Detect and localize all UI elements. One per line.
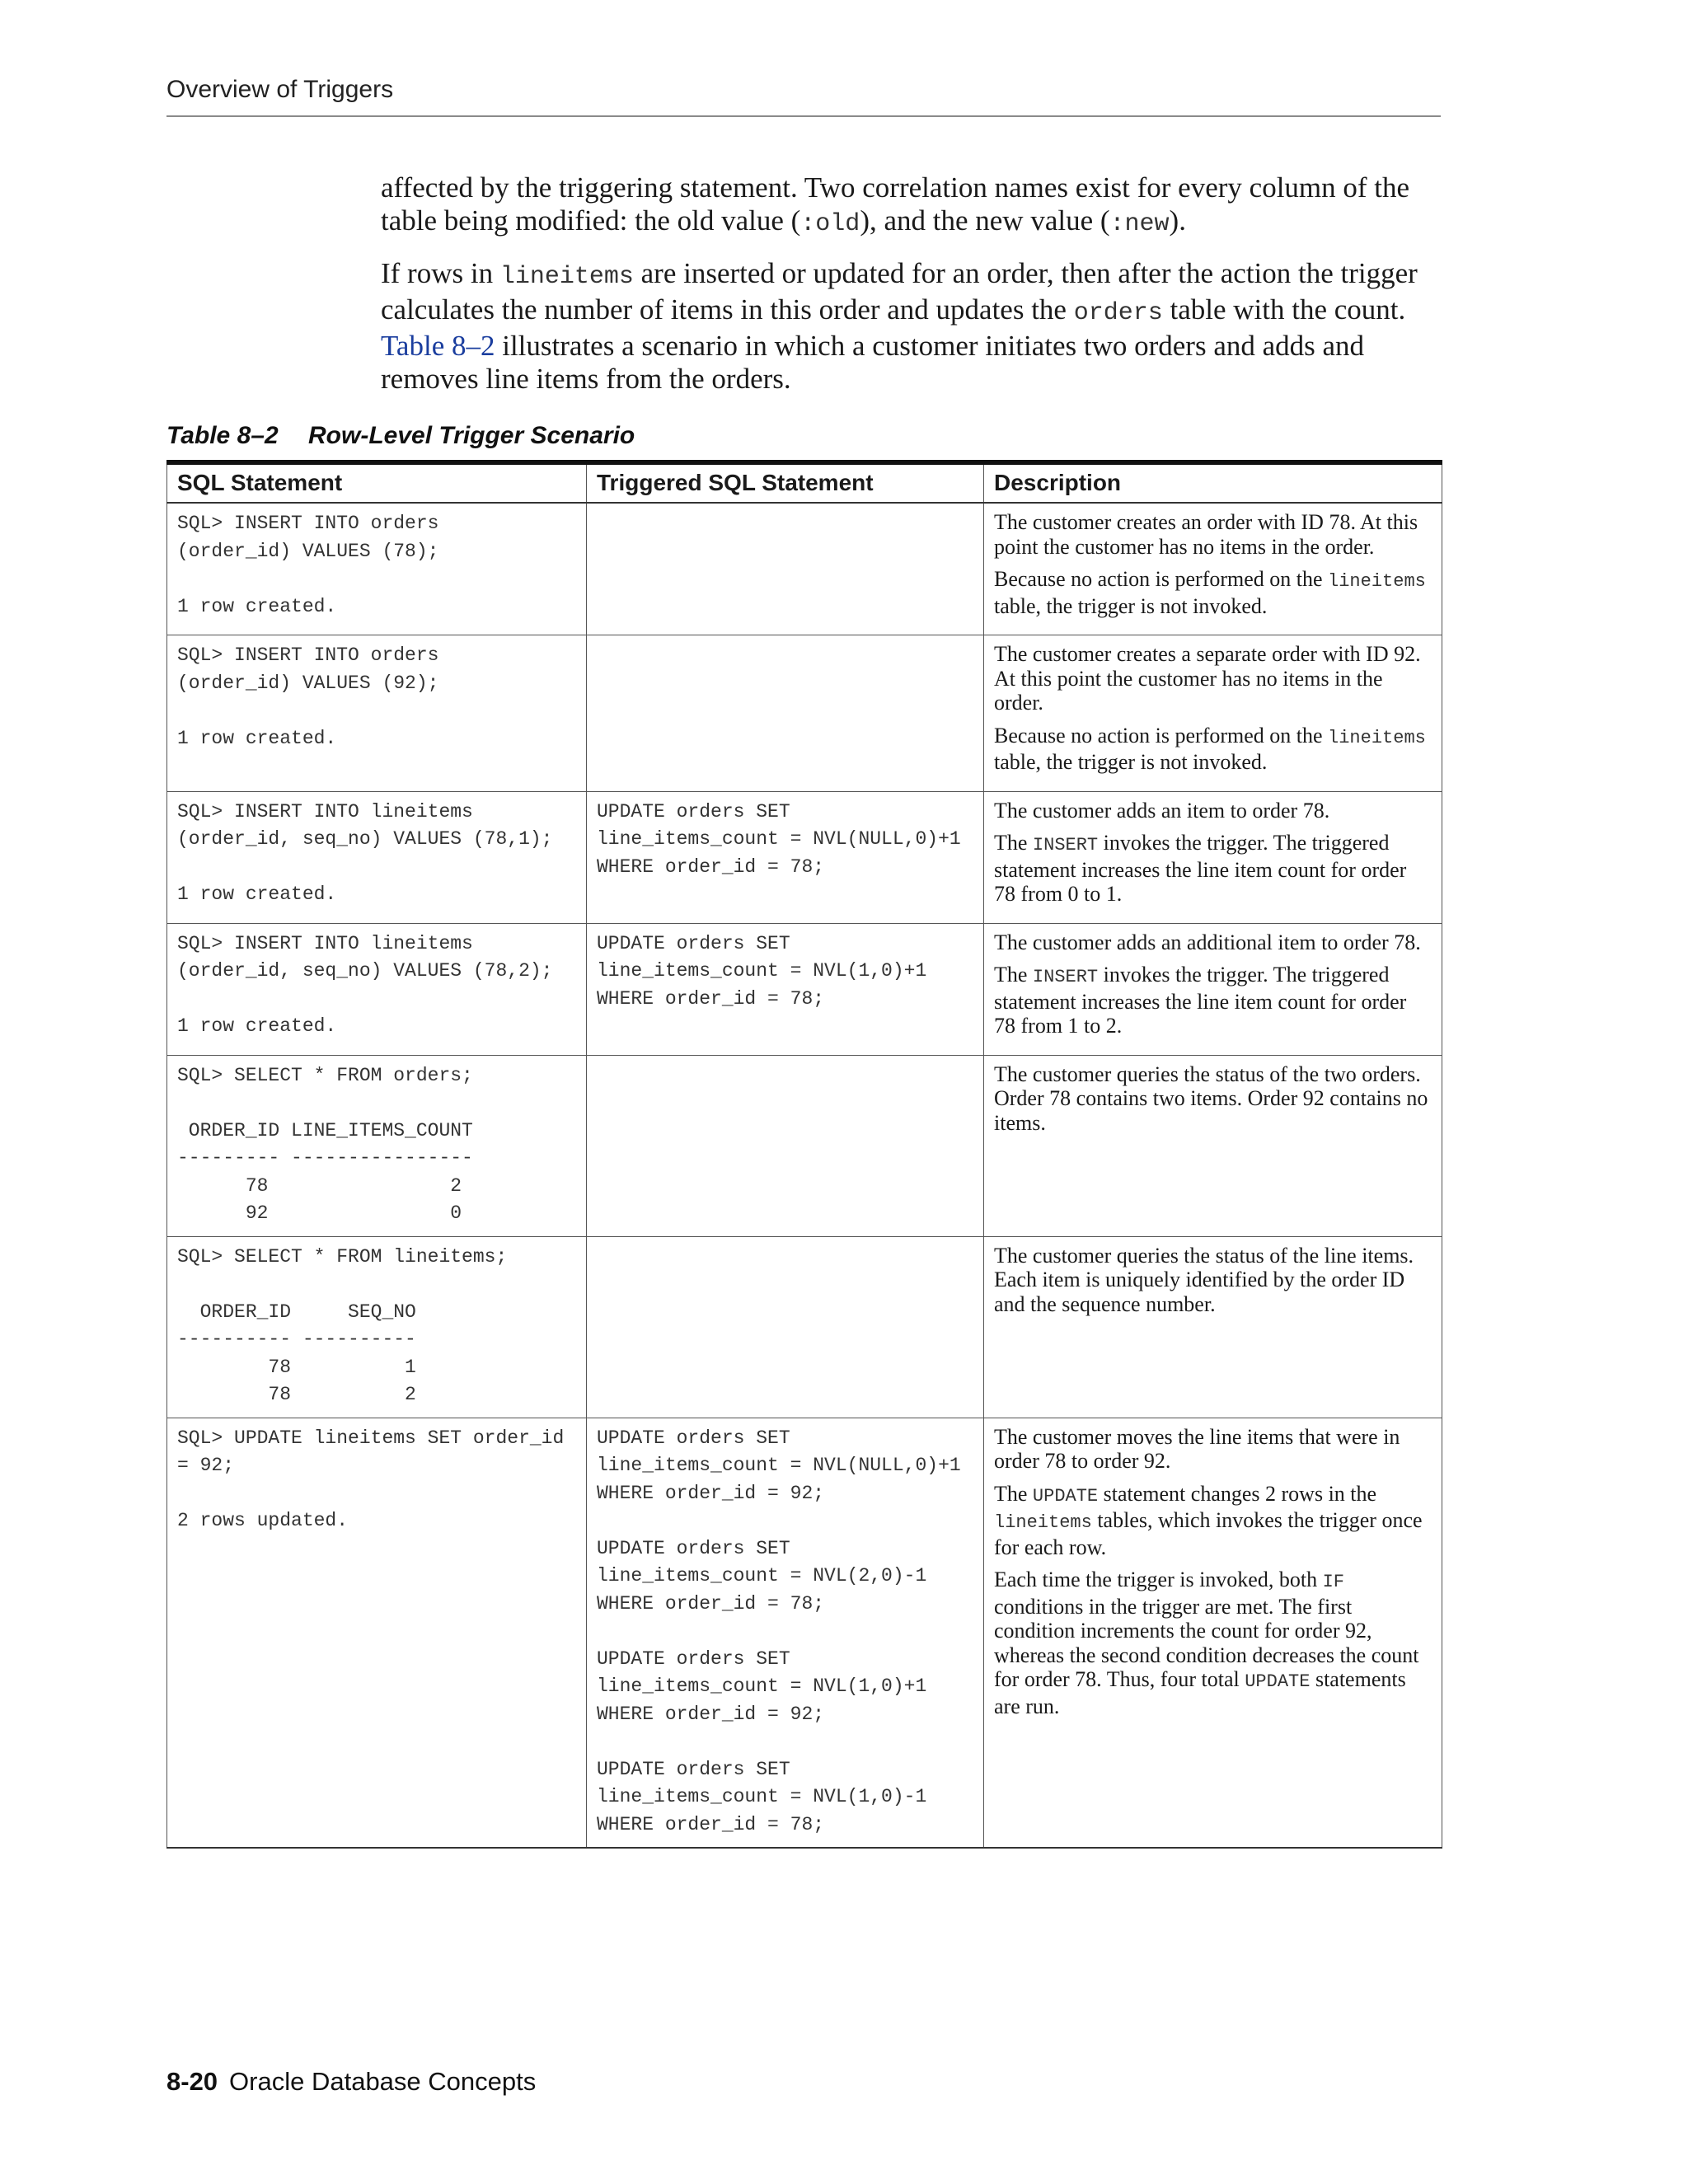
triggered-cell bbox=[587, 923, 984, 1055]
description-paragraph bbox=[994, 1568, 1432, 1718]
paragraph-2 bbox=[381, 257, 1444, 396]
table-row bbox=[167, 791, 1442, 923]
text: table, the trigger is not invoked. bbox=[994, 750, 1268, 774]
description-paragraph bbox=[994, 1244, 1432, 1317]
paragraph-1 bbox=[381, 171, 1444, 241]
table-reference-link[interactable]: Table 8–2 bbox=[381, 330, 495, 362]
table-row bbox=[167, 1418, 1442, 1848]
description-cell bbox=[984, 923, 1442, 1055]
description-paragraph bbox=[994, 1062, 1432, 1136]
table-row bbox=[167, 1236, 1442, 1418]
description-paragraph bbox=[994, 642, 1432, 715]
text: statement changes 2 rows in the bbox=[1098, 1481, 1377, 1506]
code-new: :new bbox=[1109, 210, 1170, 238]
text: If rows in bbox=[381, 257, 500, 289]
text: illustrates a scenario in which a customer initiates two orders and adds and removes line items from the orders. bbox=[381, 330, 1365, 395]
table-row bbox=[167, 503, 1442, 635]
inline-code: INSERT bbox=[1032, 967, 1099, 987]
table-row bbox=[167, 1055, 1442, 1236]
text: affected by the triggering statement. Two correlation names exist for every column of the table being modified: the old value ( bbox=[381, 171, 1410, 237]
description-paragraph bbox=[994, 930, 1432, 955]
text: ), and the new value ( bbox=[860, 204, 1110, 237]
inline-code: lineitems bbox=[1328, 571, 1426, 592]
description-cell bbox=[984, 1055, 1442, 1236]
inline-code: UPDATE bbox=[1032, 1485, 1099, 1507]
text: The bbox=[994, 831, 1033, 855]
sql-cell bbox=[167, 635, 587, 792]
text: The customer queries the status of the two orders. Order 78 contains two items. Order 92 contains no items. bbox=[994, 1062, 1428, 1135]
text: The customer creates a separate order with ID 92. At this point the customer has no items in the order. bbox=[994, 642, 1421, 715]
table-row bbox=[167, 923, 1442, 1055]
inline-code: UPDATE bbox=[1245, 1671, 1311, 1692]
text: invokes the trigger. The triggered statement increases the line item count for order 78 from 1 to 2. bbox=[994, 963, 1407, 1038]
page-number: 8-20 bbox=[166, 2067, 218, 2096]
table-caption bbox=[166, 422, 635, 450]
sql-cell bbox=[167, 1236, 587, 1418]
sql-code: SQL> INSERT INTO orders (order_id) VALUES (78); 1 row created. bbox=[177, 513, 439, 617]
description-paragraph bbox=[994, 724, 1432, 775]
triggered-cell bbox=[587, 1055, 984, 1236]
text: conditions in the trigger are met. The first condition increments the count for order 92, whereas the second condition decreases the count for order 78. Thus, four total bbox=[994, 1594, 1419, 1691]
text: statements are run. bbox=[994, 1667, 1406, 1718]
table-header-row bbox=[167, 462, 1442, 503]
sql-cell bbox=[167, 923, 587, 1055]
body-text bbox=[381, 171, 1444, 412]
text: The bbox=[994, 1481, 1033, 1506]
text: The customer queries the status of the line items. Each item is uniquely identified by the order ID and the sequence number. bbox=[994, 1243, 1414, 1316]
triggered-cell bbox=[587, 791, 984, 923]
description-cell bbox=[984, 791, 1442, 923]
inline-code: lineitems bbox=[994, 1512, 1092, 1533]
text: are inserted or updated for an order, then after the action the trigger calculates the number of items in this order and updates the bbox=[381, 257, 1418, 326]
inline-code: INSERT bbox=[1032, 835, 1099, 855]
text: Each time the trigger is invoked, both bbox=[994, 1568, 1323, 1591]
caption-title: Row-Level Trigger Scenario bbox=[308, 422, 635, 449]
text: invokes the trigger. The triggered statement increases the line item count for order 78 from 0 to 1. bbox=[994, 831, 1407, 906]
text: The bbox=[994, 963, 1033, 987]
text: ). bbox=[1169, 204, 1186, 237]
triggered-cell bbox=[587, 1236, 984, 1418]
running-header bbox=[166, 74, 1441, 117]
text: The customer adds an additional item to order 78. bbox=[994, 930, 1421, 954]
sql-code: SQL> INSERT INTO lineitems (order_id, seq_no) VALUES (78,1); 1 row created. bbox=[177, 800, 553, 905]
description-paragraph bbox=[994, 567, 1432, 618]
text: table with the count. bbox=[1162, 293, 1406, 326]
trigger-scenario-table bbox=[166, 460, 1442, 1849]
description-paragraph bbox=[994, 963, 1432, 1038]
text: The customer adds an item to order 78. bbox=[994, 798, 1330, 823]
book-title: Oracle Database Concepts bbox=[229, 2067, 537, 2096]
page-footer bbox=[166, 2067, 536, 2097]
inline-code: IF bbox=[1322, 1572, 1344, 1592]
sql-cell bbox=[167, 1418, 587, 1848]
text: The customer creates an order with ID 78. At this point the customer has no items in the order. bbox=[994, 510, 1418, 559]
description-cell bbox=[984, 1236, 1442, 1418]
sql-cell bbox=[167, 1055, 587, 1236]
sql-code: SQL> INSERT INTO lineitems (order_id, seq_no) VALUES (78,2); 1 row created. bbox=[177, 932, 553, 1037]
header-title: Overview of Triggers bbox=[166, 76, 394, 103]
text: table, the trigger is not invoked. bbox=[994, 593, 1268, 618]
description-paragraph bbox=[994, 1425, 1432, 1474]
triggered-cell bbox=[587, 503, 984, 635]
column-header: Triggered SQL Statement bbox=[587, 462, 984, 503]
column-header: SQL Statement bbox=[167, 462, 587, 503]
sql-code: SQL> UPDATE lineitems SET order_id = 92; 2 rows updated. bbox=[177, 1427, 565, 1531]
code-orders: orders bbox=[1073, 299, 1163, 327]
text: Because no action is performed on the bbox=[994, 723, 1329, 748]
triggered-code: UPDATE orders SET line_items_count = NVL(1,0)+1 WHERE order_id = 78; bbox=[597, 932, 927, 1010]
description-paragraph bbox=[994, 831, 1432, 907]
code-old: :old bbox=[800, 210, 860, 238]
triggered-cell bbox=[587, 635, 984, 792]
code-lineitems: lineitems bbox=[499, 263, 634, 291]
text: tables, which invokes the trigger once for each row. bbox=[994, 1508, 1423, 1559]
triggered-code: UPDATE orders SET line_items_count = NVL(NULL,0)+1 WHERE order_id = 92; UPDATE orders SET line_items_count = NVL(2,0)-1 WHERE order_id = 78; UPDATE orders SET line_items_count = NVL(1,0)+1 WHERE order_id = 92; UPDATE orders SET line_items_count = NVL(1,0)-1 WHERE order_id = 78; bbox=[597, 1427, 961, 1835]
inline-code: lineitems bbox=[1328, 727, 1426, 748]
text: Because no action is performed on the bbox=[994, 567, 1329, 591]
sql-code: SQL> INSERT INTO orders (order_id) VALUES (92); 1 row created. bbox=[177, 644, 439, 749]
sql-code: SQL> SELECT * FROM lineitems; ORDER_ID SEQ_NO ---------- ---------- 78 1 78 2 bbox=[177, 1245, 508, 1405]
sql-code: SQL> SELECT * FROM orders; ORDER_ID LINE_ITEMS_COUNT --------- ---------------- 78 2 92 0 bbox=[177, 1064, 473, 1224]
sql-cell bbox=[167, 503, 587, 635]
text: The customer moves the line items that were in order 78 to order 92. bbox=[994, 1424, 1400, 1473]
description-paragraph bbox=[994, 799, 1432, 823]
triggered-cell bbox=[587, 1418, 984, 1848]
description-cell bbox=[984, 503, 1442, 635]
caption-number: Table 8–2 bbox=[166, 422, 279, 449]
description-cell bbox=[984, 1418, 1442, 1848]
table-row bbox=[167, 635, 1442, 792]
triggered-code: UPDATE orders SET line_items_count = NVL(NULL,0)+1 WHERE order_id = 78; bbox=[597, 800, 961, 878]
sql-cell bbox=[167, 791, 587, 923]
description-cell bbox=[984, 635, 1442, 792]
description-paragraph bbox=[994, 1482, 1432, 1560]
column-header: Description bbox=[984, 462, 1442, 503]
description-paragraph bbox=[994, 510, 1432, 559]
